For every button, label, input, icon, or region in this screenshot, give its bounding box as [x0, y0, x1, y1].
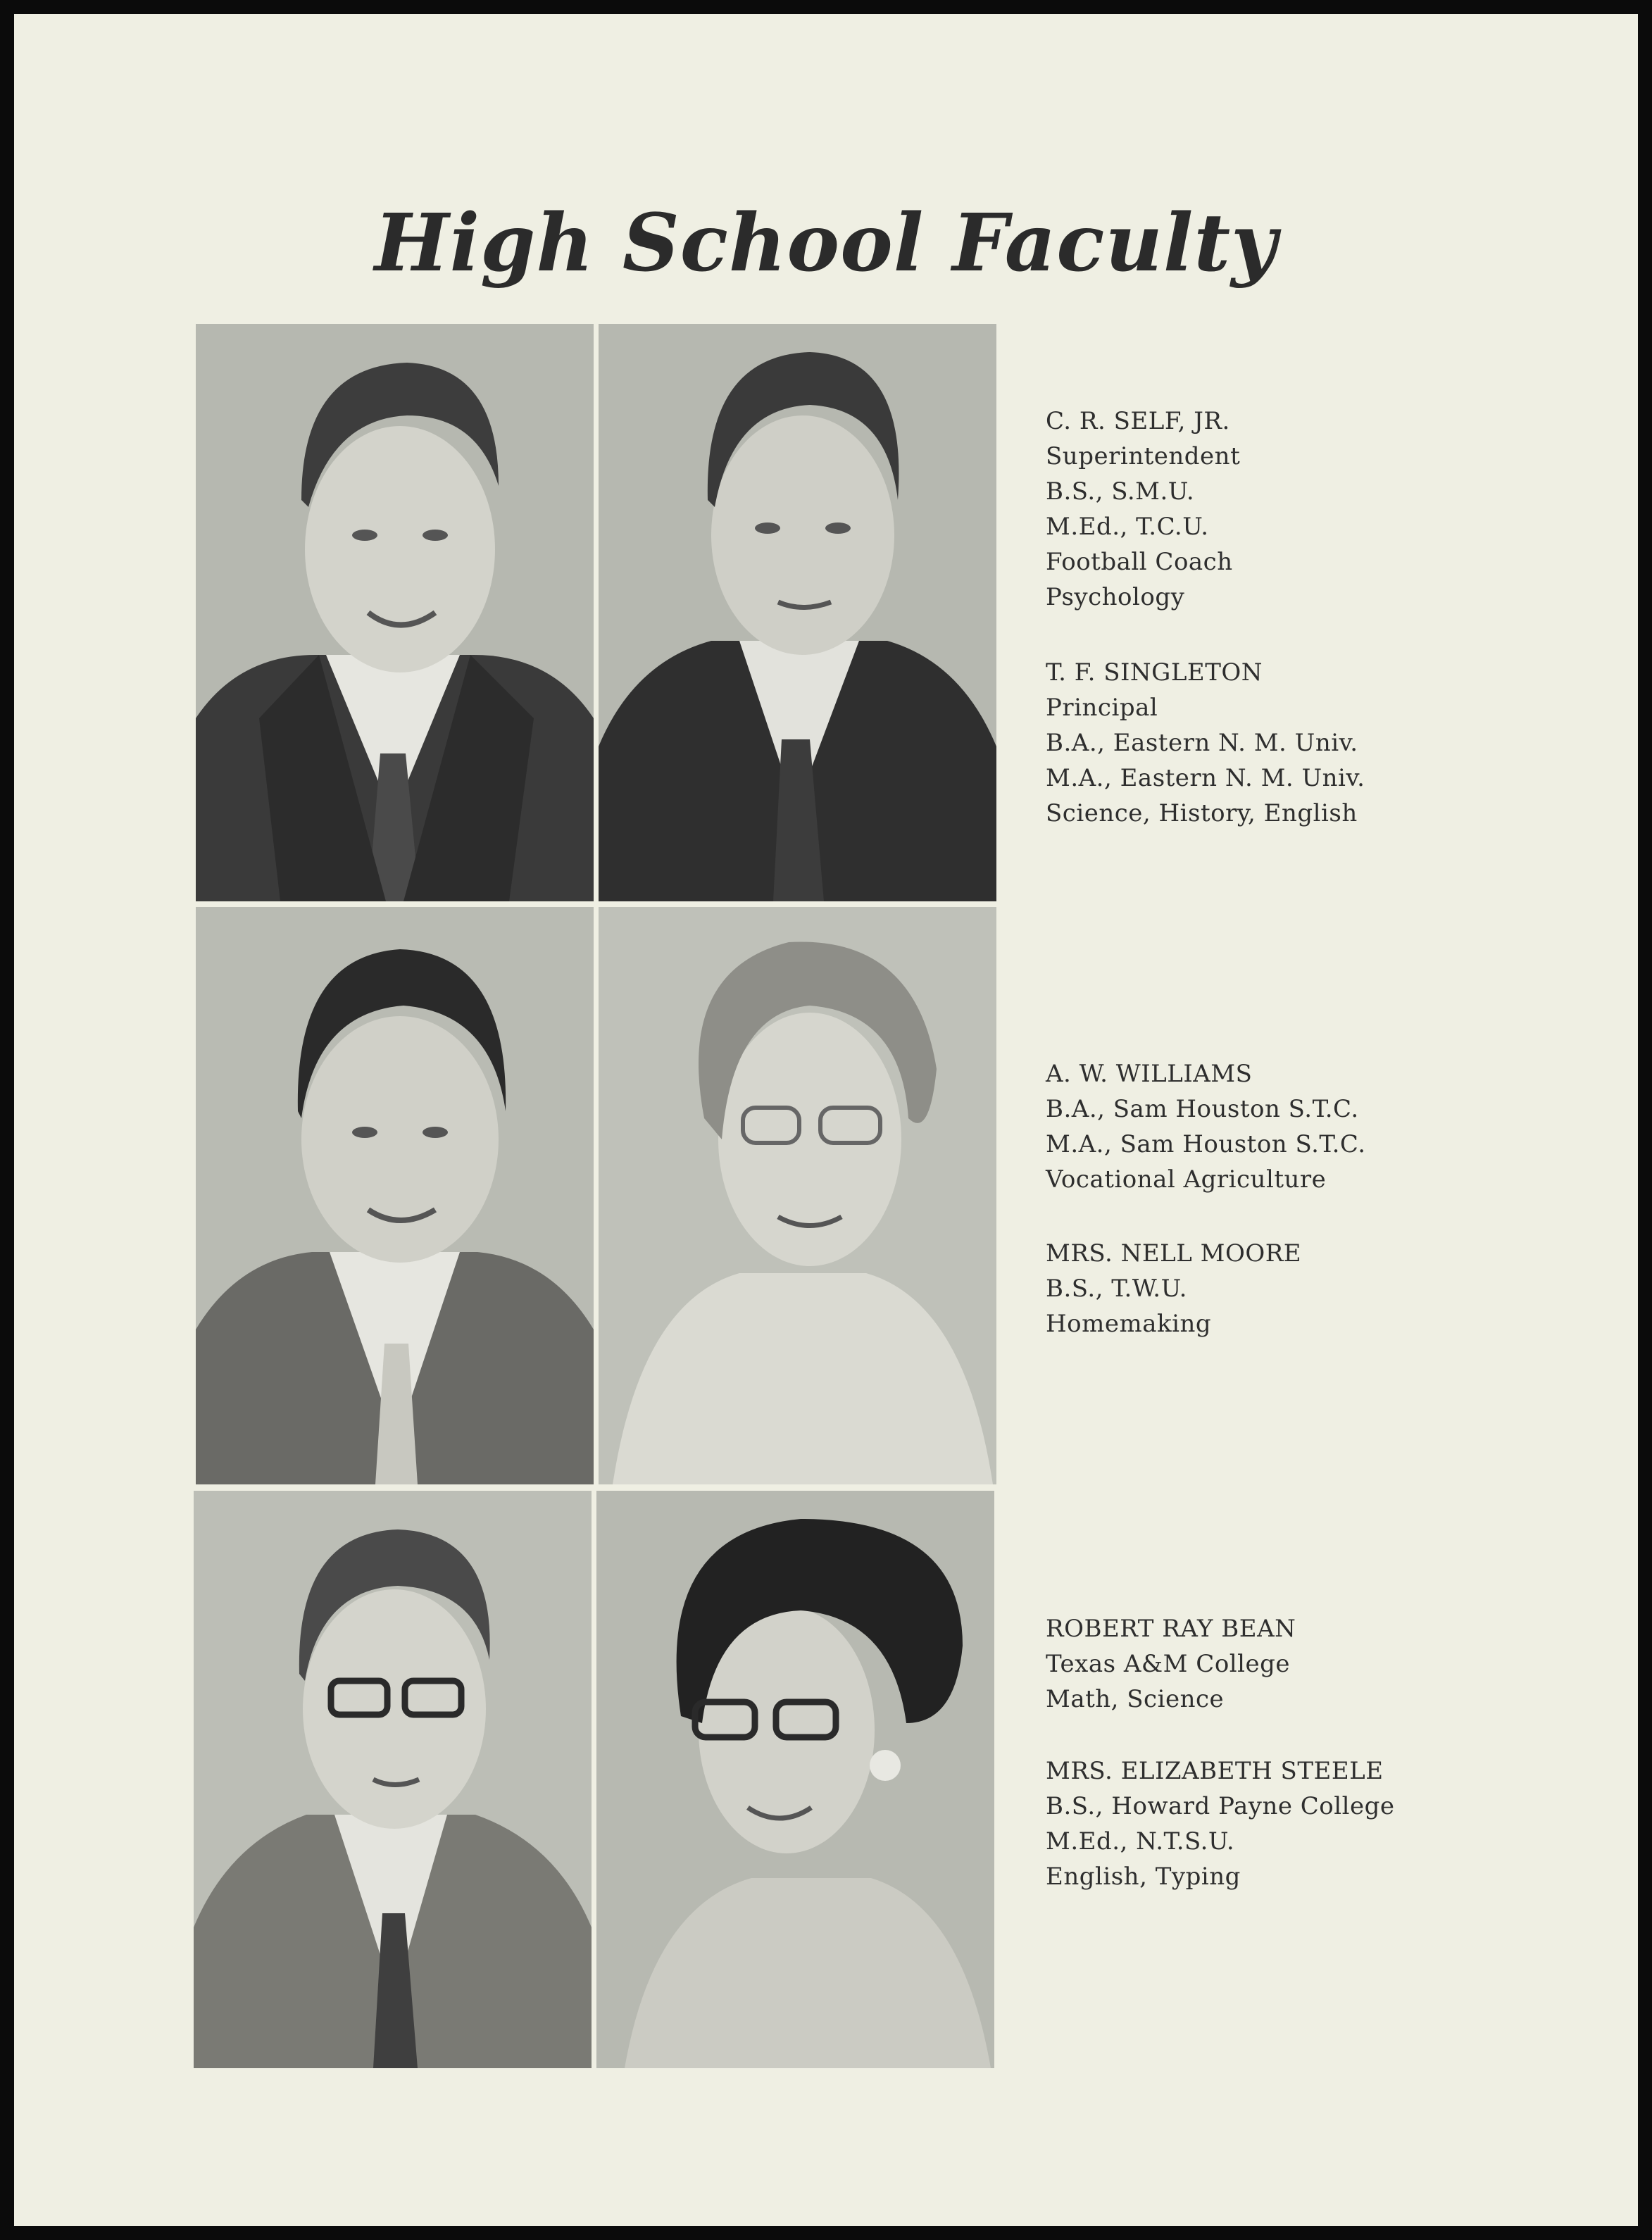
- yearbook-page: [14, 14, 1638, 2226]
- bio-line: Homemaking: [1046, 1310, 1212, 1338]
- bio-williams: [1046, 1056, 1366, 1197]
- portrait-moore: [599, 907, 996, 1484]
- bio-moore: [1046, 1236, 1301, 1341]
- bio-line: M.A., Sam Houston S.T.C.: [1046, 1130, 1366, 1158]
- portrait-self: [196, 324, 594, 901]
- bio-line: Football Coach: [1046, 548, 1233, 576]
- page-title: High School Faculty: [374, 197, 1278, 289]
- bio-line: Principal: [1046, 694, 1158, 722]
- bio-name: MRS. ELIZABETH STEELE: [1046, 1757, 1384, 1785]
- bio-name: T. F. SINGLETON: [1046, 658, 1263, 687]
- bio-name: MRS. NELL MOORE: [1046, 1239, 1302, 1268]
- bio-line: M.Ed., N.T.S.U.: [1046, 1827, 1235, 1856]
- bio-line: B.A., Sam Houston S.T.C.: [1046, 1095, 1359, 1123]
- bio-self: [1046, 403, 1240, 615]
- portrait-singleton: [599, 324, 996, 901]
- bio-name: A. W. WILLIAMS: [1046, 1060, 1253, 1088]
- bio-line: Superintendent: [1046, 442, 1241, 470]
- portrait-williams: [196, 907, 594, 1484]
- portrait-steele: [596, 1491, 994, 2068]
- bio-line: Math, Science: [1046, 1685, 1225, 1713]
- bio-line: B.A., Eastern N. M. Univ.: [1046, 729, 1358, 757]
- bio-singleton: [1046, 655, 1365, 831]
- bio-name: ROBERT RAY BEAN: [1046, 1615, 1296, 1643]
- bio-line: Science, History, English: [1046, 799, 1358, 827]
- bio-steele: [1046, 1753, 1395, 1894]
- bio-line: B.S., T.W.U.: [1046, 1275, 1187, 1303]
- bio-line: Texas A&M College: [1046, 1650, 1291, 1678]
- bio-line: B.S., Howard Payne College: [1046, 1792, 1395, 1820]
- bio-line: M.A., Eastern N. M. Univ.: [1046, 764, 1365, 792]
- bio-line: English, Typing: [1046, 1863, 1241, 1891]
- bio-bean: [1046, 1611, 1296, 1717]
- bio-line: Vocational Agriculture: [1046, 1165, 1327, 1194]
- bio-line: M.Ed., T.C.U.: [1046, 513, 1209, 541]
- bio-line: Psychology: [1046, 583, 1185, 611]
- portrait-bean: [194, 1491, 592, 2068]
- bio-line: B.S., S.M.U.: [1046, 477, 1195, 506]
- bio-name: C. R. SELF, JR.: [1046, 407, 1230, 435]
